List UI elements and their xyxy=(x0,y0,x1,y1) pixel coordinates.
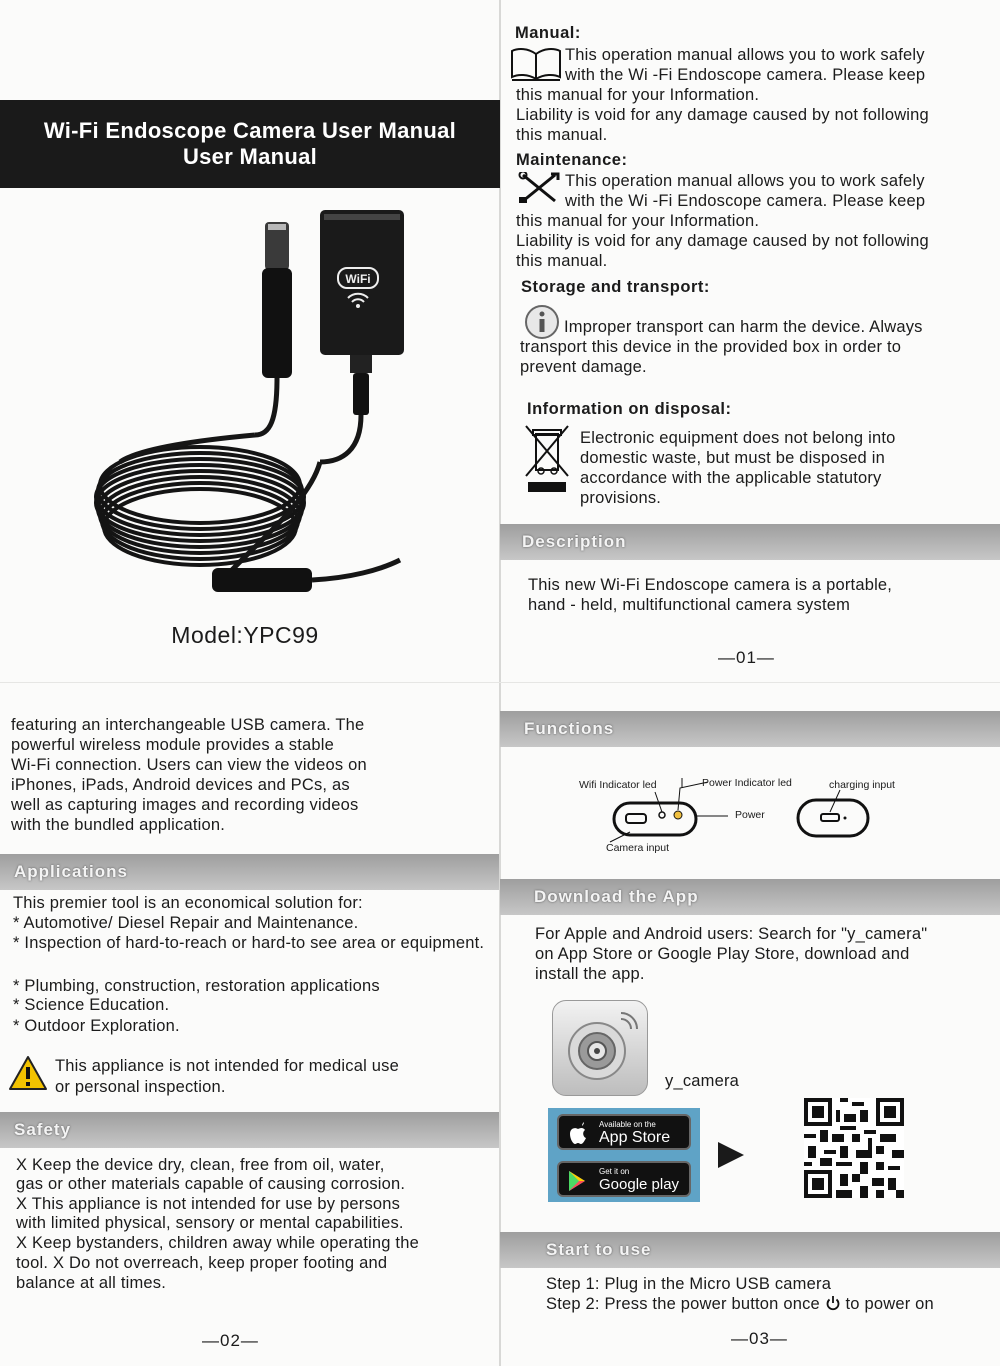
manual-heading: Manual: xyxy=(515,24,581,42)
featuring-line-3: Wi-Fi connection. Users can view the videos on xyxy=(11,756,367,774)
disposal-line-1: Electronic equipment does not belong into xyxy=(580,429,896,447)
start-step-1: Step 1: Plug in the Micro USB camera xyxy=(546,1275,832,1293)
power-icon xyxy=(825,1295,841,1311)
tools-icon xyxy=(518,172,560,204)
app-store-small-text: Available on the xyxy=(599,1120,656,1129)
wifi-led-label: Wifi Indicator led xyxy=(579,779,657,791)
application-bullet-1: * Automotive/ Diesel Repair and Maintenance. xyxy=(13,914,359,932)
power-label: Power xyxy=(735,809,765,821)
maintenance-line-3: this manual for your Information. xyxy=(516,212,760,230)
google-play-big-text: Google play xyxy=(599,1176,680,1193)
google-play-icon xyxy=(567,1170,587,1192)
arrow-right-icon xyxy=(716,1141,746,1169)
description-line-1: This new Wi-Fi Endoscope camera is a portable, xyxy=(528,576,893,594)
camera-input-label: Camera input xyxy=(606,842,670,854)
manual-line-3: this manual for your Information. xyxy=(516,86,760,104)
camera-lens-icon xyxy=(553,1001,647,1095)
safety-line-2: gas or other materials capable of causing corrosion. xyxy=(16,1175,406,1193)
charging-port xyxy=(821,814,839,821)
warning-icon xyxy=(8,1055,48,1091)
safety-line-6: tool. X Do not overreach, keep proper footing and xyxy=(16,1254,388,1272)
cover-title-band xyxy=(0,100,500,188)
application-bullet-3: * Plumbing, construction, restoration applications xyxy=(13,977,380,995)
featuring-line-6: with the bundled application. xyxy=(11,816,226,834)
disposal-line-3: accordance with the applicable statutory xyxy=(580,469,882,487)
wifi-badge-text: WiFi xyxy=(345,272,371,286)
functions-band: Functions xyxy=(500,711,1000,747)
download-band: Download the App xyxy=(500,879,1000,915)
applications-band: Applications xyxy=(0,854,499,890)
camera-port xyxy=(626,814,646,823)
maintenance-line-5: this manual. xyxy=(516,252,608,270)
maintenance-line-2: with the Wi -Fi Endoscope camera. Please keep xyxy=(565,192,926,210)
featuring-line-5: well as capturing images and recording videos xyxy=(11,796,359,814)
coiled-cable xyxy=(96,447,304,565)
storage-line-1: Improper transport can harm the device. Always xyxy=(564,318,923,336)
download-line-2: on App Store or Google Play Store, download and xyxy=(535,945,910,963)
application-bullet-5: * Outdoor Exploration. xyxy=(13,1017,180,1035)
google-play-button[interactable] xyxy=(557,1161,691,1197)
app-store-button[interactable] xyxy=(557,1114,691,1150)
apple-logo-icon xyxy=(567,1122,589,1146)
storage-line-2: transport this device in the provided box in order to xyxy=(520,338,902,356)
y-camera-app-icon[interactable] xyxy=(552,1000,648,1096)
power-led-label: Power Indicator led xyxy=(702,777,792,789)
applications-intro: This premier tool is an economical solution for: xyxy=(13,894,363,912)
fold-line-horizontal xyxy=(0,682,1000,683)
start-step-2 xyxy=(546,1294,934,1314)
safety-line-3: X This appliance is not intended for use by persons xyxy=(16,1195,401,1213)
cover-title-line1: Wi-Fi Endoscope Camera User Manual xyxy=(43,118,457,143)
warning-line-2: or personal inspection. xyxy=(55,1078,226,1096)
page-number-02: —02— xyxy=(202,1331,259,1350)
y-camera-app-name: y_camera xyxy=(665,1072,740,1090)
cable-dongle xyxy=(212,568,312,592)
start-step-2-tail: to power on xyxy=(845,1295,934,1313)
featuring-line-2: powerful wireless module provides a stable xyxy=(11,736,334,754)
featuring-line-1: featuring an interchangeable USB camera. The xyxy=(11,716,365,734)
maintenance-line-1: This operation manual allows you to work safely xyxy=(565,172,925,190)
manual-line-2: with the Wi -Fi Endoscope camera. Please keep xyxy=(565,66,926,84)
storage-heading: Storage and transport: xyxy=(521,278,710,296)
disposal-line-4: provisions. xyxy=(580,489,662,507)
safety-band: Safety xyxy=(0,1112,499,1148)
qr-code[interactable] xyxy=(804,1098,904,1198)
download-line-1: For Apple and Android users: Search for "y_camera" xyxy=(535,925,928,943)
safety-line-4: with limited physical, sensory or mental capabilities. xyxy=(16,1214,404,1232)
application-bullet-2: * Inspection of hard-to-reach or hard-to see area or equipment. xyxy=(13,934,485,952)
safety-line-5: X Keep bystanders, children away while operating the xyxy=(16,1234,419,1252)
safety-line-1: X Keep the device dry, clean, free from oil, water, xyxy=(16,1156,385,1174)
start-band: Start to use xyxy=(500,1232,1000,1268)
info-icon xyxy=(524,304,560,340)
manual-line-4: Liability is void for any damage caused by not following xyxy=(516,106,929,124)
charging-input-label: charging input xyxy=(829,779,895,791)
usb-connector xyxy=(353,373,369,415)
model-number: Model:YPC99 xyxy=(171,622,319,648)
book-icon xyxy=(510,46,562,82)
page-number-03: —03— xyxy=(731,1329,788,1348)
featuring-line-4: iPhones, iPads, Android devices and PCs, as xyxy=(11,776,350,794)
disposal-heading: Information on disposal: xyxy=(527,400,732,418)
manual-line-5: this manual. xyxy=(516,126,608,144)
download-line-3: install the app. xyxy=(535,965,645,983)
start-step-2-text: Step 2: Press the power button once xyxy=(546,1295,820,1313)
fold-line-vertical xyxy=(499,0,501,1366)
application-bullet-4: * Science Education. xyxy=(13,996,170,1014)
storage-line-3: prevent damage. xyxy=(520,358,647,376)
description-band: Description xyxy=(500,524,1000,560)
maintenance-line-4: Liability is void for any damage caused by not following xyxy=(516,232,929,250)
page-number-01: —01— xyxy=(718,648,775,667)
endoscope-product-image xyxy=(80,200,430,610)
app-store-big-text: App Store xyxy=(599,1129,671,1146)
maintenance-heading: Maintenance: xyxy=(516,151,628,169)
camera-head-body xyxy=(262,268,292,378)
safety-line-7: balance at all times. xyxy=(16,1274,167,1292)
warning-line-1: This appliance is not intended for medical use xyxy=(55,1057,399,1075)
manual-line-1: This operation manual allows you to work safely xyxy=(565,46,925,64)
weee-bin-icon xyxy=(524,424,570,496)
cover-title-line2: User Manual xyxy=(182,144,318,169)
description-line-2: hand - held, multifunctional camera system xyxy=(528,596,851,614)
google-play-small-text: Get it on xyxy=(599,1167,630,1176)
disposal-line-2: domestic waste, but must be disposed in xyxy=(580,449,885,467)
